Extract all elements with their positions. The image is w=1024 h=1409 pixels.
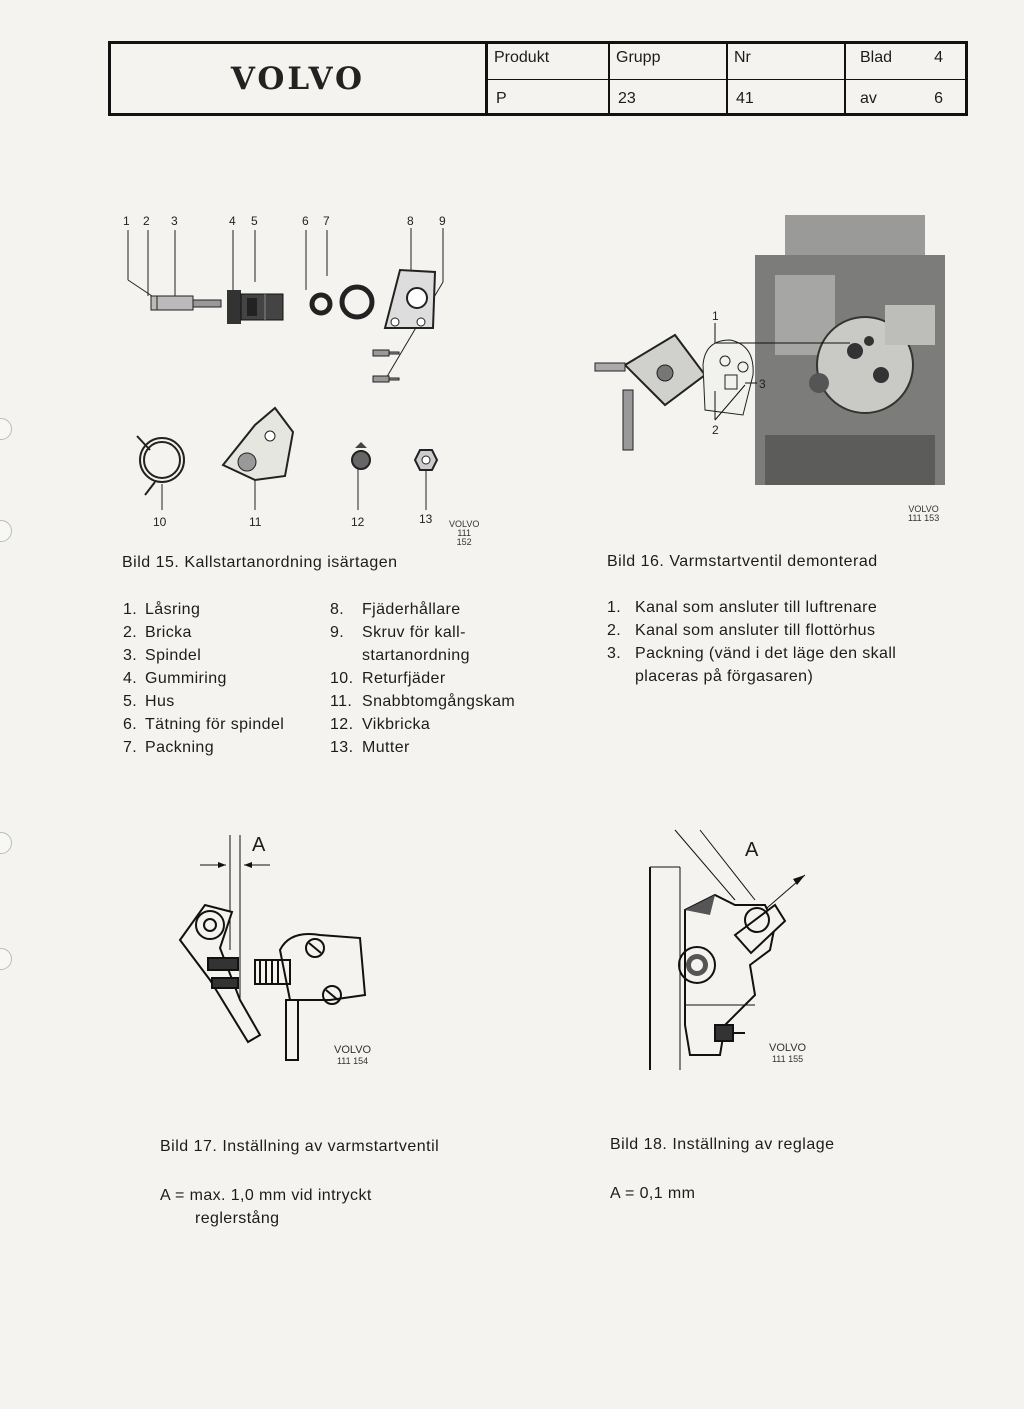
callout-4: 4 — [229, 214, 236, 228]
blad-cell — [846, 44, 965, 113]
callout-7: 7 — [323, 214, 330, 228]
figure-15-caption: Bild 15. Kallstartanordning isärtagen — [122, 554, 398, 571]
grupp-value: 23 — [618, 90, 636, 107]
return-spring-part — [137, 436, 184, 495]
figure-18-caption: Bild 18. Inställning av reglage — [610, 1136, 835, 1153]
warm-start-valve-adjustment-drawing — [160, 830, 390, 1070]
housing-part — [227, 290, 283, 324]
list-item: 1. Kanal som ansluter till luftrenare — [607, 599, 878, 616]
list-item: 7. Packning — [123, 739, 215, 756]
av-value: 6 — [934, 90, 943, 107]
fig17-note-line-2: reglerstång — [195, 1210, 280, 1227]
callout-6: 6 — [302, 214, 309, 228]
figure-15-parts-list-left — [123, 598, 284, 759]
nut-part — [415, 450, 437, 470]
nr-value: 41 — [736, 90, 754, 107]
tab-washer-part — [352, 442, 370, 469]
list-item: 11. Snabbtomgångskam — [330, 693, 516, 710]
figure-17-caption: Bild 17. Inställning av varmstartventil — [160, 1138, 440, 1155]
produkt-value: P — [496, 90, 507, 107]
figure-17-note — [160, 1184, 372, 1230]
figure-15-parts-list-right — [330, 598, 515, 759]
fig16-callout-3: 3 — [759, 377, 766, 391]
volvo-logo: VOLVO — [230, 60, 366, 97]
callout-13: 13 — [419, 512, 433, 526]
list-item: 5. Hus — [123, 693, 175, 710]
fig16-callout-2: 2 — [712, 423, 719, 437]
callout-9: 9 — [439, 214, 446, 228]
figure-16-items-list — [607, 596, 896, 688]
figure-16-caption: Bild 16. Varmstartventil demonterad — [607, 553, 878, 570]
list-item: startanordning — [362, 647, 470, 664]
list-item: 8. Fjäderhållare — [330, 601, 461, 618]
figure-16-stamp: VOLVO 111 153 — [908, 504, 940, 523]
av-label: av — [860, 90, 877, 107]
blad-label: Blad — [860, 49, 893, 66]
cold-start-parts-illustration — [115, 210, 475, 540]
produkt-label: Produkt — [494, 49, 550, 66]
callout-3: 3 — [171, 214, 178, 228]
figure-18-drawing — [645, 825, 875, 1075]
list-item: 4. Gummiring — [123, 670, 227, 687]
fig17-note-line-1: A = max. 1,0 mm vid intryckt — [160, 1187, 372, 1204]
nr-label: Nr — [734, 49, 751, 66]
produkt-cell — [488, 44, 610, 113]
list-item: 12. Vikbricka — [330, 716, 431, 733]
nr-cell — [728, 44, 846, 113]
logo-cell — [111, 44, 488, 113]
list-item: 10. Returfjäder — [330, 670, 446, 687]
list-item: 2. Bricka — [123, 624, 192, 641]
figure-18-stamp: VOLVO 111 155 — [769, 1042, 807, 1064]
callout-10: 10 — [153, 515, 167, 529]
figure-16-photo — [585, 215, 950, 535]
list-item: 3. Spindel — [123, 647, 202, 664]
document-header — [108, 41, 968, 116]
callout-11: 11 — [249, 515, 262, 529]
callout-1: 1 — [123, 214, 130, 228]
control-linkage-adjustment-drawing — [645, 825, 875, 1075]
fig17-dimension-a: A — [252, 834, 266, 856]
figure-15-exploded-view — [115, 210, 480, 547]
grupp-cell — [610, 44, 728, 113]
fig18-dimension-a: A — [745, 839, 759, 861]
carburettor-photo-illustration — [585, 215, 950, 535]
list-item: 13. Mutter — [330, 739, 410, 756]
seal-ring — [312, 295, 330, 313]
spring-holder-part — [385, 270, 435, 328]
list-item: 2. Kanal som ansluter till flottörhus — [607, 622, 876, 639]
callout-2: 2 — [143, 214, 150, 228]
list-item: 6. Tätning för spindel — [123, 716, 285, 733]
list-item: placeras på förgasaren) — [635, 668, 814, 685]
figure-15-stamp: VOLVO 111 152 — [449, 519, 480, 547]
screws — [373, 350, 399, 382]
callout-8: 8 — [407, 214, 414, 228]
list-item: 9. Skruv för kall- — [330, 624, 466, 641]
figure-17-stamp: VOLVO 111 154 — [334, 1044, 372, 1066]
fast-idle-cam-part — [223, 408, 293, 480]
figure-17-drawing — [160, 830, 390, 1070]
spindle-part — [151, 296, 221, 310]
gasket-ring — [342, 287, 372, 317]
grupp-label: Grupp — [616, 49, 661, 66]
figure-18-note: A = 0,1 mm — [610, 1185, 696, 1202]
list-item: 3. Packning (vänd i det läge den skall — [607, 645, 897, 662]
fig16-callout-1: 1 — [712, 309, 719, 323]
blad-value: 4 — [934, 49, 943, 66]
list-item: 1. Låsring — [123, 601, 201, 618]
callout-5: 5 — [251, 214, 258, 228]
callout-12: 12 — [351, 515, 365, 529]
